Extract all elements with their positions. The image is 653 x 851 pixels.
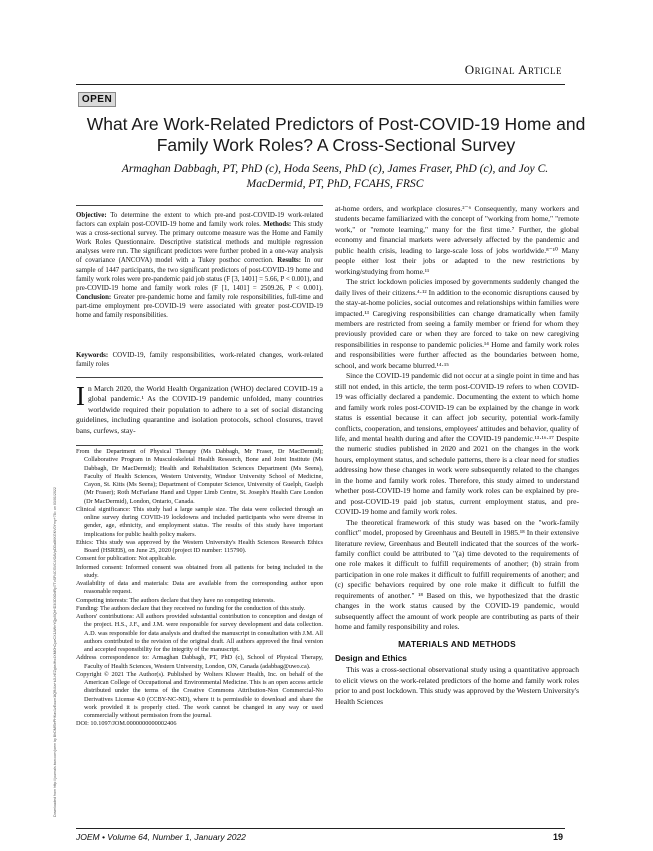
results-label: Results:: [277, 257, 302, 265]
journal-citation: JOEM • Volume 64, Number 1, January 2022: [76, 832, 246, 842]
page-number: 19: [552, 832, 563, 842]
footnote-copyright: Copyright © 2021 The Author(s). Published by Wolters Kluwer Health, Inc. on behalf of the American College of Occupational and Environmental Medicine. This is an open access article distributed under the terms of the Creative Commons Attribution-Non Commercial-No Derivatives License 4.0 (CCBY-NC-ND), where it is permissible to download and share the work provided it is properly cited. The work cannot be changed in any way or used commercially without permission from the journal.: [76, 670, 323, 719]
drop-cap: I: [76, 381, 85, 411]
keywords-text: COVID-19, family responsibilities, work-related changes, work-related family roles: [76, 352, 323, 369]
objective-label: Objective:: [76, 212, 107, 219]
section-heading-methods: MATERIALS AND METHODS: [398, 638, 516, 649]
footnotes: [76, 448, 323, 729]
keywords-label: Keywords:: [76, 352, 109, 359]
objective-text: To determine the extent to which pre-and post-COVID-19 work-related factors can explain post-COVID-19 home and family work roles.: [76, 212, 323, 229]
keywords: [76, 351, 323, 369]
section-label: Original Article: [464, 62, 562, 77]
conclusion-text: Greater pre-pandemic home and family role responsibilities, full-time and part-time employment pre-COVID-19 were associated with greater post-COVID-19 home and family responsibilities.: [76, 293, 323, 320]
introduction-text: n March 2020, the World Health Organization (WHO) declared COVID-19 a global pandemic.¹ As the COVID-19 pandemic unfolded, many countries worldwide required their population to adhere to a set of social distancing guidelines, including quarantine and isolation protocols, school closures, travel bans, curfews, stay-: [76, 384, 323, 435]
abstract-bottom-rule: [76, 377, 323, 378]
right-column: [335, 204, 579, 707]
footnote-funding: Funding: The authors declare that they received no funding for the conduction of this study.: [76, 604, 306, 612]
footnote-ethics: Ethics: This study was approved by the Western University's Health Sciences Research Ethics Board (HSREB), on June 25, 2020 (project ID number: 115790).: [76, 538, 323, 554]
footnote-affiliation: From the Department of Physical Therapy (Ms Dabbagh, Mr Fraser, Dr MacDermid); Collaborative Program in Musculoskeletal Health Research, Bone and Joint Institute (Ms Dabbagh, Dr MacDermid); Health and Rehabilitation Sciences Department (Ms Seens), Faculty of Health Sciences, Western University, Windsor University School of Medicine, Cayon, St. Kitts (Ms Seens); Department of Computer Science, University of Guelph, Guelph (Mr Fraser); Roth McFarlane Hand and Upper Limb Centre, St. Joseph's Health Care London (Dr MacDermid), London, Ontario, Canada.: [76, 448, 323, 505]
article-authors: Armaghan Dabbagh, PT, PhD (c), Hoda Seens, PhD (c), James Fraser, PhD (c), and Joy C. MacDermid, PT, PhD, FCAHS, FRSC: [121, 162, 549, 190]
footnote-doi: DOI: 10.1097/JOM.0000000000002406: [76, 720, 177, 728]
article-title: What Are Work-Related Predictors of Post-COVID-19 Home and Family Work Roles? A Cross-Sectional Survey: [86, 114, 586, 155]
paragraph: The strict lockdown policies imposed by governments suddenly changed the daily lives of their citizens.⁴·¹² In addition to the economic disruptions caused by the stay-at-home policies, social outcomes and relationships within families were impacted.¹³ Caregiving responsibilities can change dramatically when family members are restricted from seeing a family member or friend for whom they previously provided care or when they are forced to take on new caregiving responsibilities in response to pandemic policies.¹⁴ Home and family work roles and responsibilities were further affected as the boundaries between home, school, and work became blurred.¹⁴·¹⁵: [335, 277, 579, 370]
download-side-note-text: Downloaded from http://journals.lww.com/joem by BhDMf5ePHKav1zEoum1tQfN4a+kJLhEZgbsIHo4XMi0hCywCX1AWnYQp/IlQrHD3i3D0OdRyi7TvSFl4Cf3VC4/OAVpDDa8KKGKV0Ymy+78= on 03/01/2022: [53, 487, 57, 817]
footnote-consent: Consent for publication: Not applicable.: [76, 555, 177, 563]
download-side-note: [50, 230, 60, 830]
footnote-competing: Competing interests: The authors declare that they have no competing interests.: [76, 596, 275, 604]
methods-label: Methods:: [263, 221, 292, 229]
introduction: [76, 381, 323, 436]
results-text: In our sample of 1447 participants, the two significant predictors of post-COVID-19 home and family work roles were pre-pandemic paid job status (F [3, 1401] = 5.66, P < 0.001), and pre-COVID-19 home and family work roles (F [1, 1401] = 2509.26, P < 0.001).: [76, 257, 323, 292]
footer-rule: [76, 828, 565, 829]
footnote-contributions: Authors' contributions: All authors provided substantial contribution to conception and design of the project. H.S., J.F., and J.M. were responsible for survey development and data collection. A.D. was responsible for data analysis and drafted the manuscript in consultation with J.M. All authors contributed to the revision of the original draft. All authors approved the final version and accepted responsibility for the integrity of the manuscript.: [76, 613, 323, 653]
footnote-address: Address correspondence to: Armaghan Dabbagh, PT, PhD (c), School of Physical Therapy, Faculty of Health Sciences, Western University, London, ON, Canada (adabbag@uwo.ca).: [76, 654, 323, 670]
paragraph: Since the COVID-19 pandemic did not occur at a single point in time and has still not ended, in this article, the term post-COVID-19 refers to when COVID-19 was officially declared a pandemic. Documenting the extent to which home and family work roles post-COVID-19 can be explained by the change in work status is essential because it can affect job security, potential work-family conflicts, cooperation, and tensions, employees' attitudes and behavior, quality of life, and mental health during and after the COVID-19 pandemic.¹³·¹⁶·¹⁷ Despite the numeric studies published in 2020 and 2021 on the changes in the work hours, employment status, and schedule patterns, there is a clear need for studies addressing how these changes in work were subsequently related to the changes in the home and family work roles. Therefore, this study aimed to understand whether post-COVID-19 home and family work roles can be explained by pre- and post-COVID-19 paid job status, current employment status, and pre-COVID-19 home and family work roles.: [335, 371, 579, 517]
footnote-clinical: Clinical significance: This study had a large sample size. The data were collected through an online survey during COVID-19 lockdowns and included participants who were diverse in gender, age, ethnicity, and employment status. The results of this study have important implications for public health policy makers.: [76, 505, 323, 538]
abstract: [76, 211, 323, 355]
paragraph: at-home orders, and workplace closures.²⁻⁶ Consequently, many workers and students became familiarized with the concept of "working from home," "remote work," or "remote learning," many for the first time.⁷ Further, the global economy and financial markets were adversely affected by the pandemic and public health crisis, leading to large-scale loss of jobs worldwide.⁸⁻¹⁰ Many people either lost their jobs or adapted to the new restrictions by working/studying from home.¹¹: [335, 204, 579, 276]
footnote-availability: Availability of data and materials: Data are available from the corresponding author upon reasonable request.: [76, 580, 323, 596]
header-rule: [76, 84, 565, 85]
paragraph: This was a cross-sectional observational study using a quantitative approach to elicit views on the work-related predictors of the home and family work roles prior to and post lockdown. This study was approved by the Western University's Health Sciences: [335, 665, 579, 706]
conclusion-label: Conclusion:: [76, 293, 112, 301]
footnote-rule: [76, 445, 323, 446]
subsection-heading-design: Design and Ethics: [335, 653, 407, 664]
footnote-informed: Informed consent: Informed consent was obtained from all patients for being included in the study.: [76, 563, 323, 579]
paragraph: The theoretical framework of this study was based on the "work-family conflict" model, proposed by Greenhaus and Beutell in 1985.¹⁸ In their extensive literature review, Greenhaus and Beutell indicated that the sources of the work-family conflict could be attributed to "(a) time devoted to the requirements of one role makes it difficult to fulfill requirements of another; (b) strain from participation in one role makes it difficult to fulfill requirements of another; and (c) specific behaviors required by one role make it difficult to fulfill the requirements of another." ¹⁸ Based on this, we hypothesized that the drastic changes in the work status caused by the COVID-19 pandemic, would subsequently affect the amount of work people are contributing as parts of their home and family responsibility and roles.: [335, 517, 579, 632]
methods-text: This study was a cross-sectional survey. The primary outcome measure was the Home and Family Work Roles Questionnaire. Descriptive statistical methods and multiple regression analyses were run. The significant predictors were further probed in a one-way analysis of covariance (ANCOVA) model with a Tukey posthoc correction.: [76, 221, 323, 265]
abstract-top-rule: [76, 205, 323, 206]
open-access-badge: OPEN: [78, 92, 116, 107]
